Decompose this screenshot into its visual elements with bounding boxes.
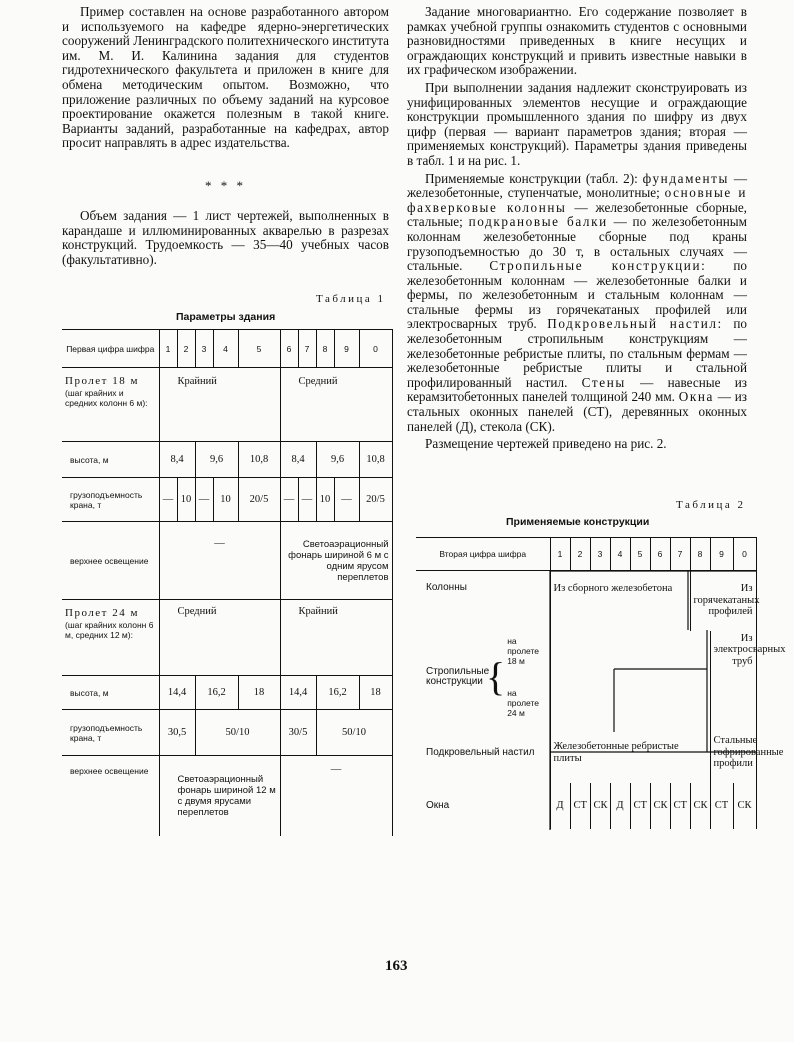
- table1-cell: 10,8: [238, 442, 280, 478]
- table2-cell: СТ: [570, 783, 590, 829]
- left-column: [62, 5, 389, 151]
- table1-cell: 14,4: [159, 676, 195, 710]
- left-column-2: [62, 209, 389, 267]
- table2-cell: СК: [650, 783, 670, 829]
- light24-b: —: [280, 756, 392, 836]
- table2-digit: 2: [570, 538, 590, 571]
- table2-digit: 7: [670, 538, 690, 571]
- span24-label: Пролет 24 м: [65, 607, 139, 619]
- table1-cell: 20/5: [238, 478, 280, 522]
- table1-cell: 50/10: [195, 710, 280, 756]
- table1-row-span18: [62, 368, 392, 442]
- table1-cell: —: [334, 478, 359, 522]
- brace: {: [486, 653, 506, 699]
- right-paragraph-2: При выполнении задания надлежит сконструировать из унифицированных элементов несущие и ограждающие конструкции промышленного здания по шифру из двух цифр (первая — вариант параметров здания; вторая — применяемых конструкций). Параметры здания приведены в табл. 1 и на рис. 1.: [407, 79, 747, 168]
- table1-cell: 14,4: [280, 676, 316, 710]
- right-column: [407, 5, 747, 452]
- table1-cell: 30,5: [159, 710, 195, 756]
- table2-cell: СТ: [710, 783, 733, 829]
- table2-cell: СТ: [670, 783, 690, 829]
- table2-cell: Д: [550, 783, 570, 829]
- table1-header-row: [62, 330, 392, 368]
- span18-note: (шаг крайних и средних колонн 6 м):: [65, 387, 148, 408]
- table1-cell: 16,2: [195, 676, 238, 710]
- table2-digit: 8: [690, 538, 710, 571]
- table1-cell: 30/5: [280, 710, 316, 756]
- nastil-b: Стальные гофрированные профили: [710, 723, 756, 783]
- right-paragraph-4: Размещение чертежей приведено на рис. 2.: [425, 436, 667, 452]
- table2-row-okna: [416, 783, 756, 829]
- light-label: верхнее освещение: [62, 756, 159, 836]
- table2-header-label: Вторая цифра шифра: [416, 538, 550, 571]
- table1-row-crane24: [62, 710, 392, 756]
- table1-cell: 50/10: [316, 710, 392, 756]
- table1-cell: 9,6: [195, 442, 238, 478]
- right-paragraph-3: Применяемые конструкции (табл. 2): фундаменты — железобетонные, ступенчатые, монолитные; основные и фахверковые колонны — железобетонные сборные, стальные; подкрановые балки — по железобетонным колоннам железобетонные сборные под краны грузоподъемностью до 30 т, в остальных случаях — стальные. Стропильные конструкции: по железобетонным колоннам — железобетонные балки и фермы, по железобетонным и стальным колоннам — стальные фермы из горячекатаных профилей или электросварных труб. Подкровельный настил: по железобетонным стропильным конструкциям — железобетонные ребристые плиты, по стальным фермам — железобетонные ребристые плиты и стальной профилированный настил. Стены — навесные из керамзитобетонных панелей толщиной 240 мм. Окна — из стальных оконных панелей (СТ), деревянных оконных панелей (Д), стекола (СК).: [407, 170, 748, 434]
- table2-title: Применяемые конструкции: [506, 516, 650, 528]
- nastil-a: Железобетонные ребристые плиты: [550, 723, 710, 783]
- table1-cell: 9,6: [316, 442, 359, 478]
- table1-digit: 1: [159, 330, 177, 368]
- table1-cell: 10: [213, 478, 238, 522]
- light18-b: Светоаэрационный фонарь шириной 6 м с одним ярусом переплетов: [280, 522, 392, 600]
- table1-cell: —: [195, 478, 213, 522]
- table2-cell: СТ: [630, 783, 650, 829]
- table1-digit: 4: [213, 330, 238, 368]
- table1-cell: 20/5: [359, 478, 392, 522]
- strop-24: на пролете 24 м: [507, 687, 540, 718]
- left-paragraph-2: Объем задания — 1 лист чертежей, выполненных в карандаше и иллюминированных акварелью в разрезах конструкций. Трудоемкость — 35—40 учебных часов (факультативно).: [62, 208, 389, 267]
- table2-digit: 0: [733, 538, 756, 571]
- table2-cell: Д: [610, 783, 630, 829]
- table1-cell: 18: [359, 676, 392, 710]
- table2-row-columns: [416, 571, 756, 631]
- table1-row-height24: [62, 676, 392, 710]
- table2-header-row: [416, 538, 756, 571]
- table1-digit: 0: [359, 330, 392, 368]
- table1-digit: 7: [298, 330, 316, 368]
- sredniy24-cell: Средний: [159, 600, 280, 676]
- left-paragraph-1: Пример составлен на основе разработанного автором и используемого на кафедре ядерно-энергетических сооружений Ленинградского политехнического института им. М. И. Калинина задания для студентов гидротехнического факультета и приложен в книге для обмена методическим опытом. Возможно, что приложение различных по объему заданий на курсовое проектирование окажется полезным в такой книге. Варианты заданий, разработанные на кафедрах, автор просит направлять в адрес издательства.: [62, 4, 389, 151]
- light24-a: Светоаэрационный фонарь шириной 12 м с двумя ярусами переплетов: [159, 756, 280, 836]
- table2: [416, 537, 786, 829]
- kolonny-b: Из горячекатаных профилей: [690, 571, 756, 631]
- table1-cell: —: [159, 478, 177, 522]
- table1-caption: Таблица 1: [316, 293, 386, 305]
- nastil-label: Подкровельный настил: [416, 723, 550, 783]
- table1-cell: 8,4: [280, 442, 316, 478]
- table1-row-span24: [62, 600, 392, 676]
- table1-digit: 9: [334, 330, 359, 368]
- table2-row-strop: [416, 631, 756, 723]
- table1-header-label: Первая цифра шифра: [62, 330, 159, 368]
- table1-cell: 10: [316, 478, 334, 522]
- table1-cell: —: [298, 478, 316, 522]
- table2-digit: 1: [550, 538, 570, 571]
- table1-digit: 2: [177, 330, 195, 368]
- kolonny-label: Колонны: [416, 571, 550, 631]
- kolonny-a: Из сборного железобетона: [550, 571, 690, 631]
- table2-caption: Таблица 2: [676, 499, 746, 511]
- table1-digit: 5: [238, 330, 280, 368]
- table1-cell: 18: [238, 676, 280, 710]
- table1-row-light18: [62, 522, 392, 600]
- table1-row-light24: [62, 756, 392, 836]
- table2-cell: СК: [690, 783, 710, 829]
- table2-digit: 5: [630, 538, 650, 571]
- height-label: высота, м: [62, 676, 159, 710]
- table1-digit: 3: [195, 330, 213, 368]
- table2-digit: 9: [710, 538, 733, 571]
- height-label: высота, м: [62, 442, 159, 478]
- table1-title: Параметры здания: [176, 311, 276, 323]
- span18-label: Пролет 18 м: [65, 375, 139, 387]
- table1-cell: 16,2: [316, 676, 359, 710]
- crane-label: грузоподъемность крана, т: [62, 478, 159, 522]
- table2-digit: 4: [610, 538, 630, 571]
- table1-digit: 6: [280, 330, 298, 368]
- sredniy-cell: Средний: [280, 368, 392, 442]
- crane-label: грузоподъемность крана, т: [62, 710, 159, 756]
- table1-cell: —: [280, 478, 298, 522]
- section-divider-stars: * * *: [205, 178, 246, 193]
- page-number: 163: [385, 958, 408, 974]
- table1-cell: 8,4: [159, 442, 195, 478]
- krayniy-cell: Крайний: [159, 368, 280, 442]
- okna-label: Окна: [416, 783, 550, 829]
- strop-label: Стропильные конструкции: [426, 665, 490, 687]
- light-label: верхнее освещение: [62, 522, 159, 600]
- table2-row-nastil: [416, 723, 756, 783]
- table1-cell: 10,8: [359, 442, 392, 478]
- strop-18: на пролете 18 м: [507, 635, 540, 666]
- table1-cell: 10: [177, 478, 195, 522]
- table2-cell: СК: [733, 783, 756, 829]
- table2-cell: СК: [590, 783, 610, 829]
- span24-note: (шаг крайних колонн 6 м, средних 12 м):: [65, 619, 154, 640]
- table2-digit: 3: [590, 538, 610, 571]
- table1: [62, 329, 393, 836]
- light18-a: —: [159, 522, 280, 600]
- table1-row-height18: [62, 442, 392, 478]
- table1-digit: 8: [316, 330, 334, 368]
- krayniy24-cell: Крайний: [280, 600, 392, 676]
- strop-b: Из электросварных труб: [710, 631, 756, 723]
- right-paragraph-1: Задание многовариантно. Его содержание позволяет в рамках учебной группы ознакомить студентов с основными разновидностями приведенных в книге несущих и ограждающих конструкций и привить известные навыки в их графическом изображении.: [407, 4, 747, 78]
- table2-digit: 6: [650, 538, 670, 571]
- table1-row-crane18: [62, 478, 392, 522]
